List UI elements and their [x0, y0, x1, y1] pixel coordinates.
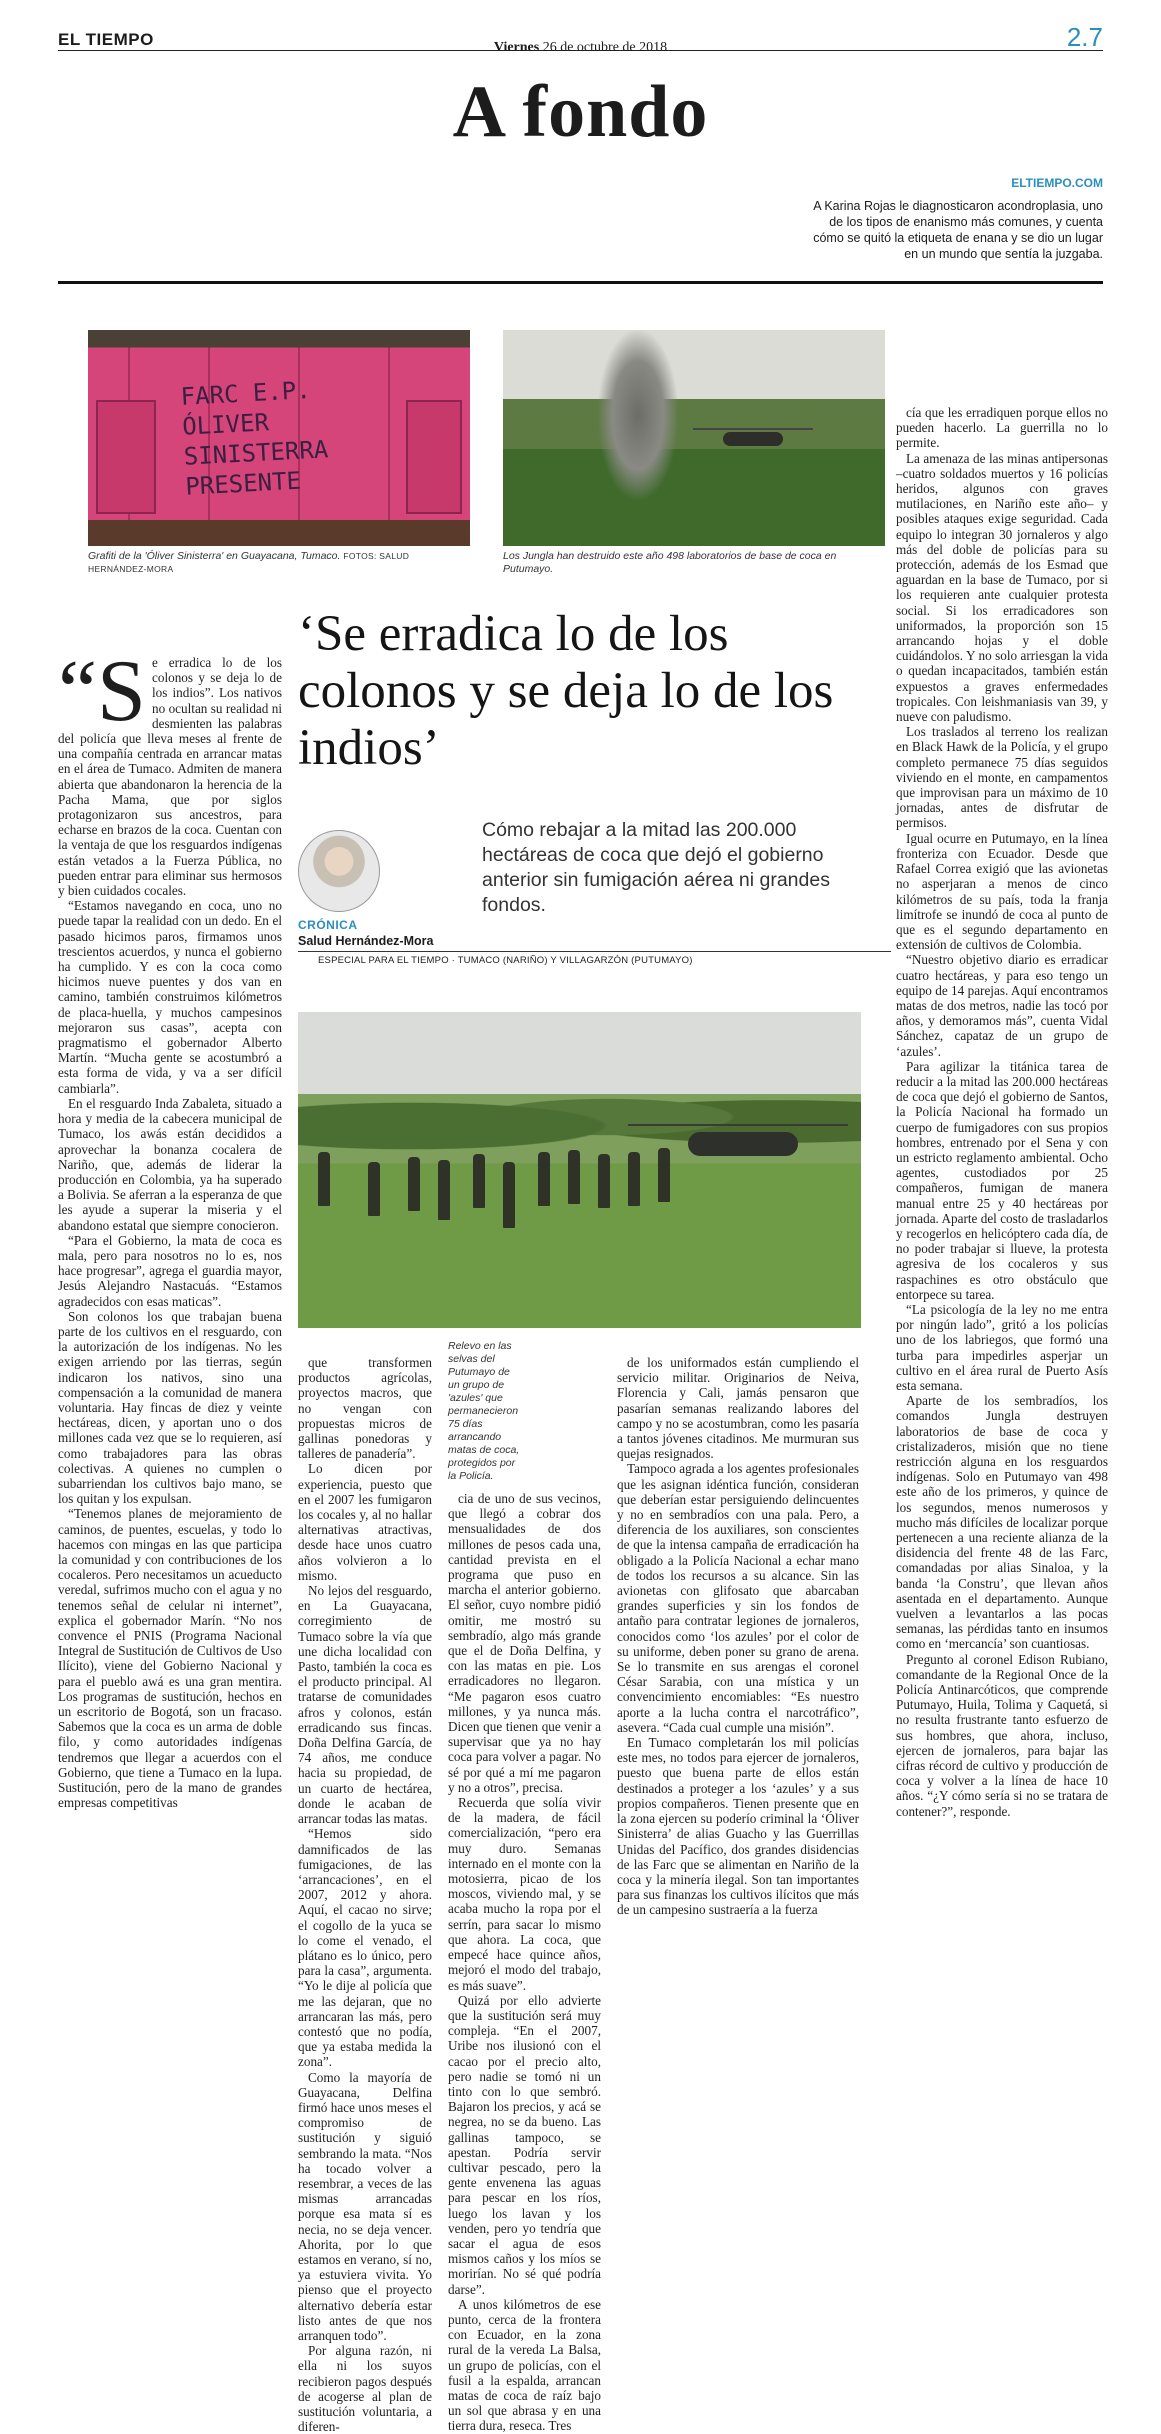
paragraph: cia de uno de sus vecinos, que llegó a cobrar dos mensualidades de dos millones de pesos cada una, cantidad prevista en el programa que puso en marcha el anterior gobierno. El señor, cuyo nombre pidió omitir, me mostró su sembradío, algo más grande que el de Doña Delfina, y con las matas en pie. Los erradicadores no llegaron. “Me pagaron esos cuatro millones, y ya nunca más. Dicen que tienen que venir a supervisar que ya no hay coca para volver a pagar. No sé por qué a mí me pagaron y no a otros”, precisa. [448, 1491, 601, 1795]
dateline: ESPECIAL PARA EL TIEMPO · TUMACO (NARIÑO) Y VILLAGARZÓN (PUTUMAYO) [318, 955, 693, 966]
paragraph: En Tumaco completarán los mil policías este mes, no todos para ejercer de jornaleros, puesto que buena parte de ellos están destinados a proteger a los ‘azules’ y a sus propios compañeros. Tienen presente que en la zona ejercen su poderío criminal la ‘Óliver Sinisterra’ de alias Guacho y las Guerrillas Unidas del Pacífico, dos grandes disidencias de las Farc que se alimentan en Nariño de la coca y la minería ilegal. Son tan importantes para sus finanzas los cultivos ilícitos que más de un campesino sustraería a la fuerza [617, 1735, 859, 1918]
paragraph: “Hemos sido damnificados de las fumigaciones, de las ‘arrancaciones’, en el 2007, 2012 y ahora. Aquí, el cacao no sirve; el cogollo de la yuca se lo come el venado, el plátano es lo único, pero para la casa”, argumenta. “Yo le dije al policía que me las dejaran, que no arrancaran las más, pero contestó que no podía, que ya estaba medida la zona”. [298, 1826, 432, 2070]
main-photo-caption: Relevo en las selvas del Putumayo de un grupo de 'azules' que permanecieron 75 días arrancando matas de coca, protegidos por la Policía. [448, 1340, 520, 1482]
column-1-text [58, 643, 282, 1811]
paragraph: “La psicología de la ley no me entra por ningún lado”, gritó a los policías uno de los labriegos, que formó una turba para impedirles asperjar un cultivo en el área rural de Puerto Asís esta semana. [896, 1301, 1108, 1393]
jungle-smoke-photo [503, 330, 885, 546]
paragraph: La amenaza de las minas antipersonas –cuatro soldados muertos y 16 policías heridos, algunos con graves mutilaciones, en Nariño este año– y posibles ataques exige seguridad. Cada equipo lo integran 30 jornaleros y algo más del doble de policías para su protección, además de los Esmad que aguardan en la base de Tumaco, por si los requieren ante cualquier protesta social. Si los erradicadores son uniformados, la proporción son 15 arrancando hojas y el doble cuidándolos. Y no solo arriesgan la vida o quedan incapacitados, también están expuestos a graves enfermedades tropicales. Con leishmaniasis van 39, y nueve con paludismo. [896, 450, 1108, 725]
helicopter-rotor [628, 1124, 848, 1126]
column-2-text [298, 1355, 432, 2434]
paragraph: Por alguna razón, ni ella ni los suyos recibieron pagos después de acogerse al plan de sustitución voluntaria, a diferen- [298, 2343, 432, 2434]
jungle-caption: Los Jungla han destruido este año 498 laboratorios de base de coca en Putumayo. [503, 550, 837, 575]
paragraph: A unos kilómetros de ese punto, cerca de la frontera con Ecuador, en la zona rural de la vereda La Balsa, un grupo de policías, con el fusil a la espalda, arrancan matas de coca de raíz bajo un sol que abrasa y en una tierra dura, reseca. Tres [448, 2296, 601, 2434]
paragraph: Igual ocurre en Putumayo, en la línea fronteriza con Ecuador. Desde que Rafael Correa exigió que las avionetas no asperjaran a menos de cinco kilómetros de su país, toda la franja limítrofe se inundó de coca al punto de que es el segundo departamento en extensión de cultivos de Colombia. [896, 830, 1108, 953]
photo-credit: FOTOS: SALUD HERNÁNDEZ-MORA [88, 551, 410, 574]
soldier [438, 1160, 450, 1220]
paragraph: Lo dicen por experiencia, puesto que en el 2007 les fumigaron los cocales y, al no hallar alternativas atractivas, desde hace unos cuatro años volvieron a lo mismo. [298, 1461, 432, 1583]
paragraph: Tampoco agrada a los agentes profesionales que les asignan idéntica función, consideran que deberían estar persiguiendo delincuentes y no en sembradíos con una pala. Pero, a diferencia de los auxiliares, son conscientes de que la intensa campaña de erradicación ha obligado a la Policía Nacional a echar mano de todos los recursos a su alcance. Sin las avionetas con glifosato que abarcaban grandes superficies y sin los fondos de antaño para contratar legiones de jornaleros, conocidos como ‘los azules’ por el color de su uniforme, deben poner su grano de arena. Se lo transmite en sus arengas el coronel César Sarabia, con una mística y un convencimiento encomiables: “Es nuestro aporte a la lucha contra el narcotráfico”, asevera. “Cada cual cumple una misión”. [617, 1461, 859, 1735]
paragraph: Para agilizar la titánica tarea de reducir a la mitad las 200.000 hectáreas de coca que dejó el gobierno de Santos, la Policía Nacional ha formado un cuerpo de fumigadores con sus propios hombres, entrenado por el Sena y con un estricto reglamento ambiental. Ocho agentes, custodiados por 25 compañeros, fumigan de manera manual entre 25 y 40 hectáreas por jornada. Aparte del costo de trasladarlos y recogerlos en helicóptero cada día, de no poder trabajar si llueve, la protesta agresiva de los cocaleros y sus raspachines es otro obstáculo que entorpece su tarea. [896, 1058, 1108, 1302]
soldier [568, 1150, 580, 1204]
article-column-2 [298, 1355, 432, 2434]
main-photo [298, 1012, 861, 1328]
graffiti-caption [88, 550, 470, 576]
soldier [538, 1152, 550, 1206]
page-number: 2.7 [1066, 22, 1103, 52]
issue-day: Viernes [493, 40, 540, 55]
column-3-text [448, 1491, 601, 2434]
helicopter [723, 432, 783, 446]
soldier [628, 1152, 640, 1206]
soldier [598, 1154, 610, 1208]
paragraph: Quizá por ello advierte que la sustitución será muy compleja. “En el 2007, Uribe nos ilusionó con el cacao por el precio alto, pero nadie se tomó ni un tinto con lo que sembró. Bajaron los precios, y acá se negrea, no se da bueno. Las gallinas tampoco, se apestan. Podría servir cultivar pescado, pero la gente envenena las aguas para pescar en los ríos, luego los lavan y los venden, pero yo tendría que sacar el agua de esos mismos caños y los míos se morirían. No sé qué podría darse”. [448, 1992, 601, 2297]
door [96, 400, 156, 514]
paragraph: Pregunto al coronel Edison Rubiano, comandante de la Regional Once de la Policía Antinarcóticos, que comprende Putumayo, Huila, Tolima y Caquetá, si no resulta frustrante tanto esfuerzo de sus hombres, que ahora, incluso, ejercen de jornaleros, para bajar las cifras récord de cultivo y producción de coca y volver a la línea de hace 10 años. “¿Y cómo sería si no se tratara de contener?”, responde. [896, 1651, 1108, 1819]
site-link[interactable]: ELTIEMPO.COM [1011, 176, 1103, 190]
column-4-text [617, 1355, 859, 1918]
paragraph: de los uniformados están cumpliendo el servicio militar. Originarios de Neiva, Florencia y Cali, jamás pensaron que pasarían semanas realizando labores del campo y no se acostumbran, como les pasaría a tantos jóvenes citadinos. Me murmuran sus quejas resignados. [617, 1355, 859, 1462]
paragraph: “Estamos navegando en coca, uno no puede tapar la realidad con un dedo. En el pasado hicimos paros, firmamos unos trescientos acuerdos, y nunca el gobierno ha cumplido. Y es con la coca como hicimos nueve puentes y dos van en camino, también construimos kilómetros de placa-huella, y muchos campesinos mejoraron sus casas”, acepta con pragmatismo el gobernador Alberto Martín. “Mucha gente se acostumbró a esta forma de vida, y va a ser difícil cambiarla”. [58, 898, 282, 1096]
graffiti-photo [88, 330, 470, 546]
plank [388, 347, 390, 520]
issue-date-rest: 26 de octubre de 2018 [542, 40, 668, 55]
article-dek: Cómo rebajar a la mitad las 200.000 hectáreas de coca que dejó el gobierno anterior sin fumigación aérea ni grandes fondos. [482, 819, 830, 916]
paragraph: Los traslados al terreno los realizan en Black Hawk de la Policía, y el grupo completo permanece 75 días seguidos viviendo en el monte, en campamentos que improvisan para un máximo de 10 jornadas, antes de disfrutar de permisos. [896, 724, 1108, 831]
article-column-3 [448, 1491, 601, 2434]
paragraph: Son colonos los que trabajan buena parte de los cultivos en el resguardo, con la autorización de los indígenas. No les exigen arriendo por las tierras, según indicaron los nativos, sino una compensación a la comunidad de manera voluntaria. Hay fincas de diez y veinte hectáreas, dicen, y aportan uno o dos millones cada vez que se lo requieren, así como trabajadores para las obras colectivas. A quienes no cumplen o subarriendan los cultivos bajo mano, se los quitan y los expulsan. [58, 1308, 282, 1507]
author-avatar [298, 830, 380, 912]
soldier [318, 1152, 330, 1206]
column-5-text [896, 405, 1108, 1819]
paragraph: “Nuestro objetivo diario es erradicar cuatro hectáreas, y para eso tengo un equipo de 14 parejas. Aquí encontramos matas de dos metros, nadie las tocó por años, y demoramos más”, cuenta Vidal Sánchez, capataz de un grupo de ‘azules’. [896, 952, 1108, 1059]
soldier [473, 1154, 485, 1208]
article-kicker: CRÓNICA [298, 918, 358, 932]
paragraph: “Tenemos planes de mejoramiento de caminos, de puentes, escuelas, y todo lo hacemos con mingas en las que participa la comunidad y con contribuciones de los cocaleros. Pero necesitamos un acueducto veredal, sufrimos mucho con el agua y no tenemos señal de celular ni internet”, explica el gobernador Marín. “No nos convence el PNIS (Programa Nacional Integral de Sustitución de Cultivos de Uso Ilícito), viene del Gobierno Nacional y para el pueblo awá es una gran mentira. Los programas de sustitución, hechos en un escritorio de Bogotá, son un fracaso. Sabemos que la coca es un arma de doble filo, y como autoridades indígenas tendremos que llegar a acuerdos con el Gobierno, que tiene a Tumaco en la lupa. Sustitución, pero de la mano de grandes empresas competitivas [58, 1506, 282, 1811]
helicopter [688, 1132, 798, 1156]
paragraph: En el resguardo Inda Zabaleta, situado a hora y media de la cabecera municipal de Tumaco, los awás están decididos a aprovechar la bonanza cocalera de Nariño, que, además de liderar la producción en Colombia, ya ha superado a Bolivia. Se aferran a la esperanza de que les ayude a superar la miseria y el abandono estatal que siempre conocieron. [58, 1095, 282, 1233]
soldier [503, 1162, 515, 1228]
issue-date [0, 40, 1161, 56]
section-title: A fondo [452, 71, 709, 153]
author-name: Salud Hernández-Mora [298, 934, 434, 948]
helicopter-rotor [693, 428, 813, 430]
drop-cap: “S [58, 643, 146, 740]
newspaper-brand: EL TIEMPO [58, 30, 154, 49]
article-column-1 [58, 643, 282, 2170]
article-column-4 [617, 1355, 859, 2175]
paragraph: e erradica lo de los colonos y se deja lo de los indios”. Los nativos no ocultan su realidad ni desmienten las palabras del policía que lleva meses al frente de una compañía centrada en arrancar matas en el área de Tumaco. Admiten de manera abierta que abandonaron la herencia de la Pacha Mama, que por siglos protagonizaron sus ancestros, para echarse en brazos de la coca. Cuentan con la ventaja de que los resguardos indígenas están vetados a la Fuerza Pública, no pueden entrar para eliminar sus hermosos y bien cuidados cocales. [58, 655, 282, 899]
paragraph: que transformen productos agrícolas, proyectos macros, que no vengan con propuestas micros de gallinas ponedoras y talleres de panadería”. [298, 1355, 432, 1462]
paragraph: cía que les erradiquen porque ellos no pueden hacerlo. La guerrilla no lo permite. [896, 405, 1108, 451]
soldier [368, 1162, 380, 1216]
header-rule [58, 281, 1103, 284]
graffiti-caption-text: Grafiti de la 'Óliver Sinisterra' en Guayacana, Tumaco. [88, 550, 341, 562]
paragraph: Como la mayoría de Guayacana, Delfina firmó hace unos meses el compromiso de sustitución y siguió sembrando la mata. “Nos ha tocado volver a resembrar, a veces de las mismas arrancadas porque esa mata sí es necia, no se deja vencer. Ahorita, por lo que estamos en verano, sí no, ya estuviera vivita. Yo pienso que el proyecto alternativo debería estar listo antes de que nos arranquen todo”. [298, 2069, 432, 2343]
paragraph: “Para el Gobierno, la mata de coca es mala, pero para nosotros no lo es, nos hace progresar”, agrega el guardia mayor, Jesús Alejandro Nastacuás. “Estamos agradecidos con esas maticas”. [58, 1232, 282, 1309]
article-column-5 [896, 405, 1108, 2175]
door [406, 400, 462, 514]
teaser-text: A Karina Rojas le diagnosticaron acondroplasia, uno de los tipos de enanismo más comunes, y cuenta cómo se quitó la etiqueta de enana y se dio un lugar en un mundo que sentía la juzgaba. [813, 199, 1103, 261]
soldier [658, 1148, 670, 1202]
graffiti-text: FARC E.P. ÓLIVER SINISTERRA PRESENTE [180, 376, 329, 501]
soldier [408, 1157, 420, 1211]
article-title: ‘Se erradica lo de los colonos y se deja lo de los indios’ [298, 606, 834, 776]
paragraph: Aparte de los sembradíos, los comandos Jungla destruyen laboratorios de base de coca y cristalizaderos, misión que no tiene restricción alguna en los resguardos indígenas. Solo en Putumayo van 498 este año de los primeros, y quince de los segundos, menos numerosos y mucho más difíciles de localizar porque pertenecen a una reciente alianza de la disidencia del frente 48 de las Farc, comandadas por alias Sinaloa, y la banda ‘la Constru’, que llevan años asentada en el departamento. Aunque vuelven a levantarlos a las pocas semanas, las pérdidas tanto en insumos como en ‘mercancía’ son cuantiosas. [896, 1393, 1108, 1652]
smoke-plume [598, 330, 678, 500]
paragraph: Recuerda que solía vivir de la madera, de fácil comercialización, “pero era muy duro. Semanas internado en el monte con la motosierra, picao de los moscos, viviendo mal, y se acaba mucho la ropa por el serrín, para sacar lo mismo que ahora. La coca, que empecé hace quince años, mejoró el modo del trabajo, es más suave”. [448, 1795, 601, 1993]
byline-rule [298, 951, 891, 952]
paragraph: No lejos del resguardo, en La Guayacana, corregimiento de Tumaco sobre la vía que une dicha localidad con Pasto, también la coca es el producto principal. Al tratarse de comunidades afros y colonos, están erradicando sus fincas. Doña Delfina García, de 74 años, me conduce hacia su propiedad, de un cuarto de hectárea, donde le acaban de arrancar todas las matas. [298, 1583, 432, 1827]
